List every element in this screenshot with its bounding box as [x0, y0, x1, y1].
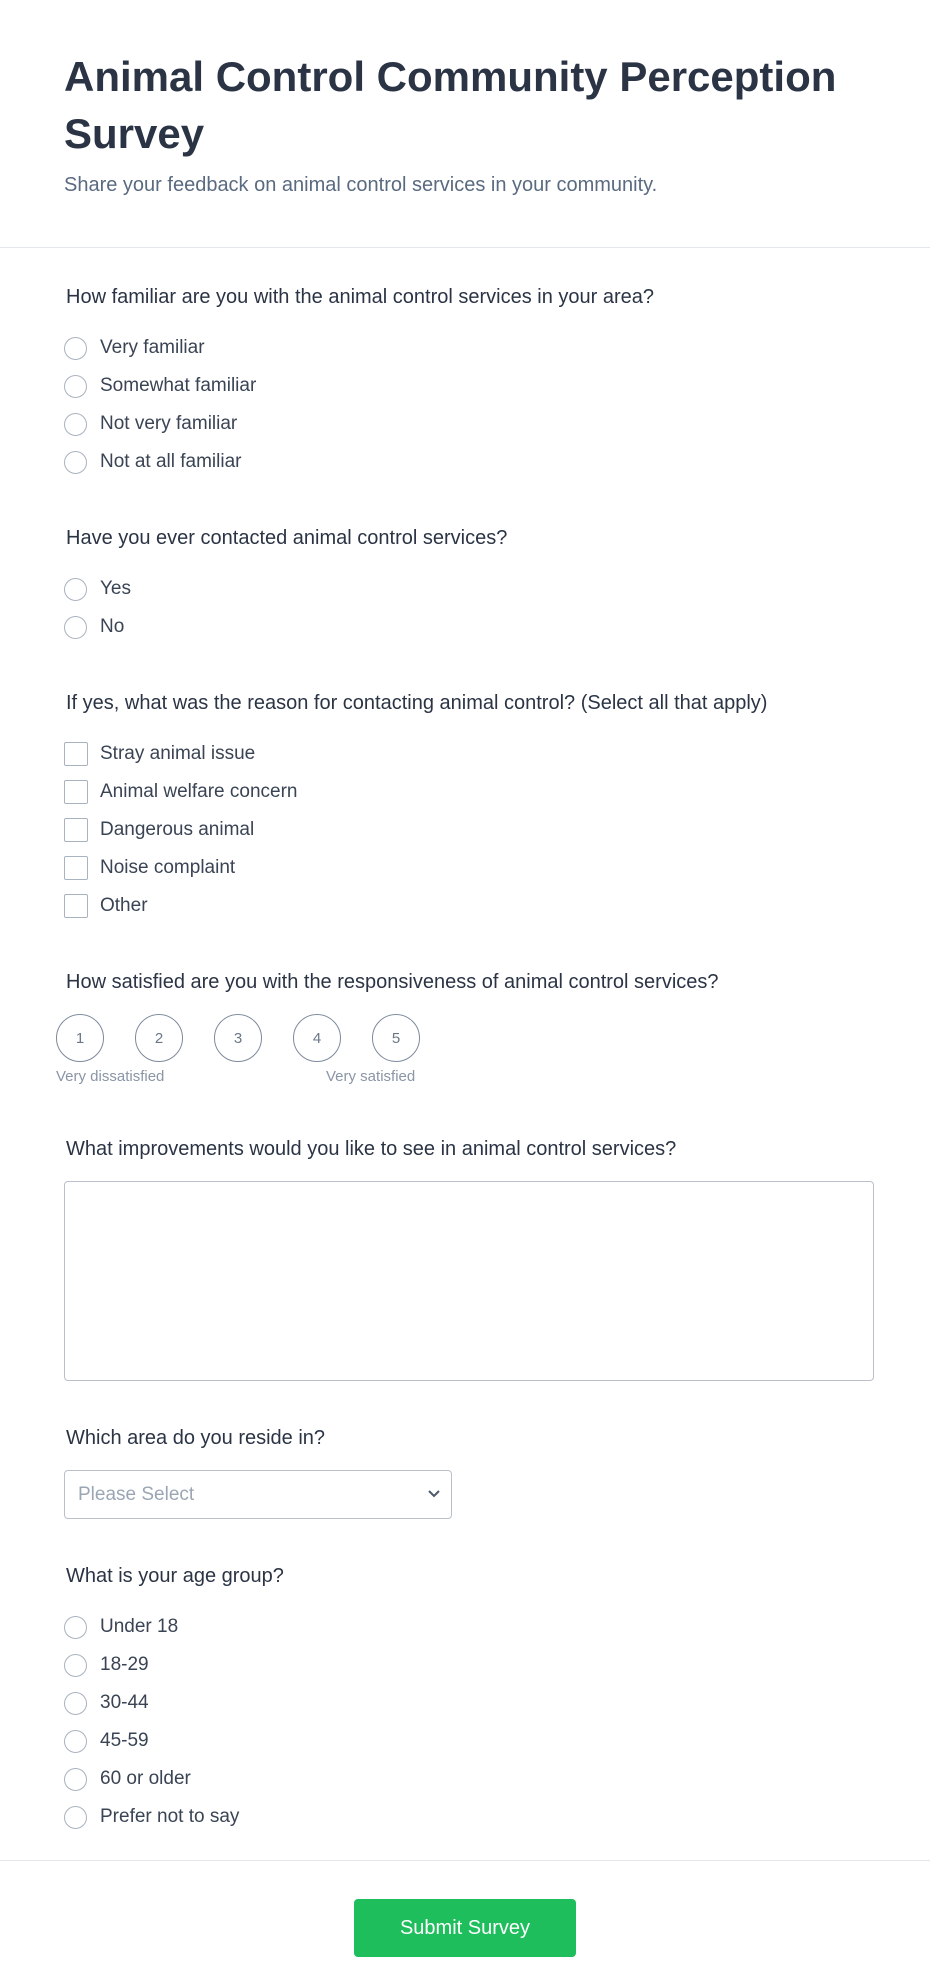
radio-option[interactable] [64, 1722, 866, 1760]
option-label: Under 18 [100, 1616, 179, 1637]
radio-option[interactable] [64, 329, 866, 367]
radio-option[interactable] [64, 570, 866, 608]
option-label: Prefer not to say [100, 1806, 240, 1827]
question-label: Have you ever contacted animal control services? [66, 527, 508, 549]
option-label: Noise complaint [100, 857, 236, 878]
page-title: Animal Control Community Perception Survey [64, 53, 837, 157]
survey-header [0, 0, 930, 248]
option-label: Other [100, 895, 148, 916]
radio-option[interactable] [64, 1608, 866, 1646]
rating-option-5[interactable]: 5 [372, 1014, 420, 1062]
option-label: 30-44 [100, 1692, 149, 1713]
question-age-group [64, 1565, 866, 1836]
question-label: If yes, what was the reason for contacting animal control? (Select all that apply) [66, 692, 768, 714]
option-label: Yes [100, 578, 131, 599]
question-label: How familiar are you with the animal control services in your area? [66, 286, 655, 308]
option-label: Not very familiar [100, 413, 238, 434]
option-label: 45-59 [100, 1730, 149, 1751]
option-label: Not at all familiar [100, 451, 242, 472]
question-familiarity [64, 286, 866, 481]
chevron-down-icon [427, 1486, 441, 1504]
radio-option[interactable] [64, 443, 866, 481]
select-placeholder: Please Select [78, 1483, 195, 1505]
checkbox-option[interactable] [64, 849, 866, 887]
question-contacted [64, 527, 866, 646]
rating-option-2[interactable]: 2 [135, 1014, 183, 1062]
page-subtitle: Share your feedback on animal control services in your community. [64, 174, 658, 196]
area-select[interactable] [64, 1470, 452, 1519]
radio-option[interactable] [64, 367, 866, 405]
rating-option-3[interactable]: 3 [214, 1014, 262, 1062]
question-label: How satisfied are you with the responsiveness of animal control services? [66, 971, 719, 993]
radio-button[interactable] [64, 1616, 87, 1639]
checkbox[interactable] [64, 856, 88, 880]
checkbox-option[interactable] [64, 887, 866, 925]
radio-button[interactable] [64, 616, 87, 639]
radio-button[interactable] [64, 375, 87, 398]
form-footer [0, 1860, 930, 1957]
radio-option[interactable] [64, 405, 866, 443]
rating-option-4[interactable]: 4 [293, 1014, 341, 1062]
radio-button[interactable] [64, 1692, 87, 1715]
scale-low-label: Very dissatisfied [56, 1068, 165, 1085]
option-label: Dangerous animal [100, 819, 255, 840]
radio-option[interactable] [64, 1646, 866, 1684]
option-label: Stray animal issue [100, 743, 256, 764]
radio-button[interactable] [64, 1806, 87, 1829]
option-label: 18-29 [100, 1654, 149, 1675]
rating-scale [56, 1014, 866, 1062]
option-label: 60 or older [100, 1768, 191, 1789]
option-label: Somewhat familiar [100, 375, 257, 396]
radio-option[interactable] [64, 1684, 866, 1722]
question-label: What is your age group? [66, 1565, 284, 1587]
option-label: No [100, 616, 125, 637]
radio-option[interactable] [64, 1760, 866, 1798]
radio-button[interactable] [64, 413, 87, 436]
radio-option[interactable] [64, 608, 866, 646]
radio-button[interactable] [64, 1654, 87, 1677]
radio-button[interactable] [64, 578, 87, 601]
question-label: Which area do you reside in? [66, 1427, 326, 1449]
question-label: What improvements would you like to see in animal control services? [66, 1138, 677, 1160]
radio-option[interactable] [64, 1798, 866, 1836]
survey-form [0, 248, 930, 1836]
question-area [64, 1427, 866, 1519]
option-label: Very familiar [100, 337, 205, 358]
radio-button[interactable] [64, 451, 87, 474]
checkbox-option[interactable] [64, 811, 866, 849]
radio-button[interactable] [64, 1730, 87, 1753]
question-satisfaction [56, 971, 866, 1092]
checkbox[interactable] [64, 780, 88, 804]
question-reason [64, 692, 866, 925]
scale-high-label: Very satisfied [326, 1068, 416, 1085]
rating-option-1[interactable]: 1 [56, 1014, 104, 1062]
checkbox[interactable] [64, 894, 88, 918]
improvements-textarea[interactable] [64, 1181, 874, 1381]
checkbox-option[interactable] [64, 735, 866, 773]
submit-button[interactable]: Submit Survey [354, 1899, 576, 1957]
checkbox[interactable] [64, 742, 88, 766]
radio-button[interactable] [64, 337, 87, 360]
question-improvements [64, 1138, 866, 1381]
rating-scale-labels [56, 1066, 866, 1092]
radio-button[interactable] [64, 1768, 87, 1791]
checkbox[interactable] [64, 818, 88, 842]
checkbox-option[interactable] [64, 773, 866, 811]
option-label: Animal welfare concern [100, 781, 298, 802]
